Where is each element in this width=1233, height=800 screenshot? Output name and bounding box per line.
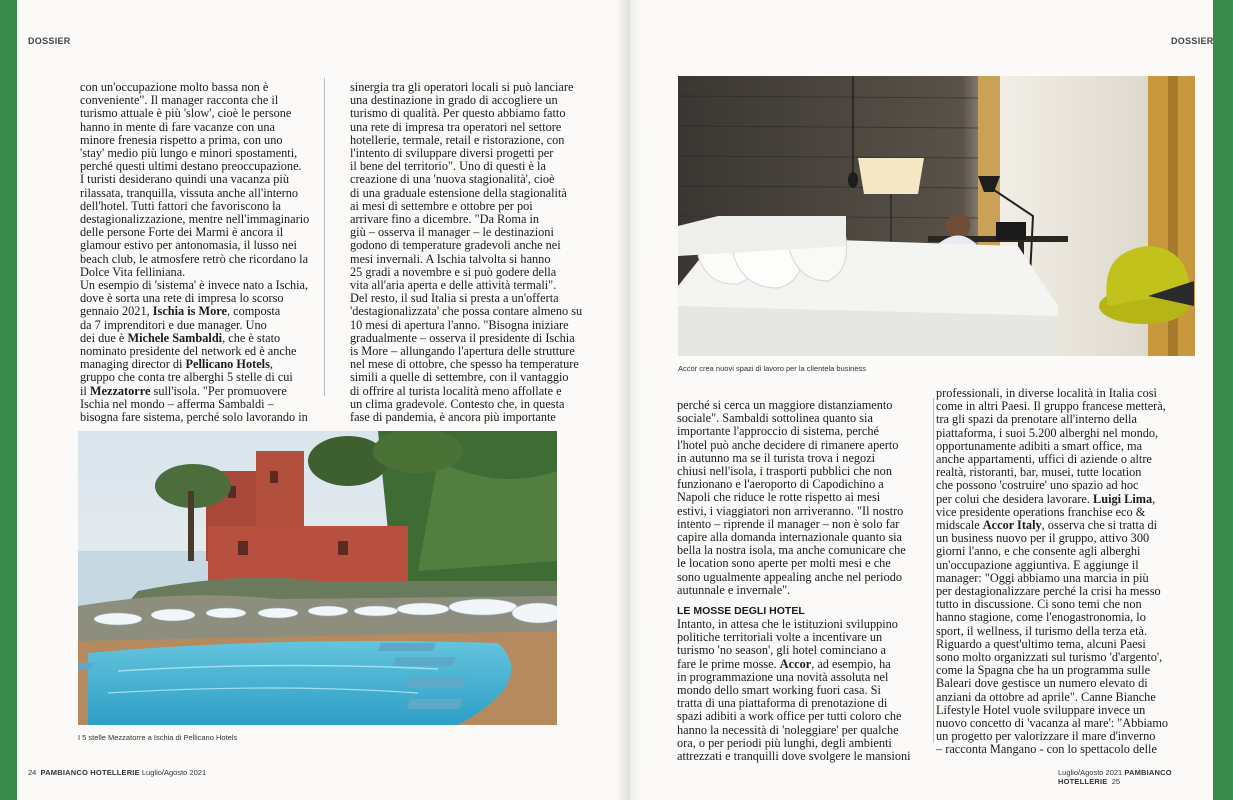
article-line: un clima gradevole. Contesto che, in questa: [350, 396, 565, 411]
bold-name: Accor: [779, 656, 812, 671]
article-line: tutto in discussione. Ci sono temi che non: [936, 597, 1142, 612]
article-line: piattaforma, i suoi 5.200 alberghi nel mondo,: [936, 425, 1159, 440]
article-line: Intanto, in attesa che le istituzioni sviluppino: [677, 617, 898, 632]
article-line: fare le prime mosse. Accor, ad esempio, ha: [677, 656, 891, 671]
article-line: spazi adibiti a work office per tutti coloro che: [677, 709, 902, 724]
article-line: estivi, i viaggiatori non arriveranno. "Il nostro: [677, 503, 904, 518]
magazine-spread: [17, 0, 1213, 800]
issue-date-right: Luglio/Agosto 2021: [1058, 768, 1123, 777]
article-line: da 7 imprenditori e due manager. Uno: [80, 317, 267, 332]
column-rule: [933, 398, 934, 743]
article-line: godono di temperature gradevoli anche nei: [350, 238, 561, 253]
article-line: hanno stagione, come l'enogastronomia, lo: [936, 610, 1146, 625]
article-line: autunnale e invernale".: [677, 582, 791, 597]
bold-name: Pellicano Hotels: [185, 357, 270, 372]
article-line: funzionano e l'aeroporto di Capodichino a: [677, 477, 884, 492]
article-line: perché si cerca un maggiore distanziamento: [677, 398, 893, 412]
article-line: attrezzati e tranquilli dove svolgere le mansioni: [677, 749, 911, 764]
article-line: tra gli spazi da prenotare all'interno della: [936, 412, 1137, 427]
photo-caption-room: Accor crea nuovi spazi di lavoro per la clientela business: [678, 364, 867, 373]
article-line: 'stay' medio più lungo e minori spostamenti,: [80, 146, 298, 161]
article-line: politiche territoriali volte a incentivare un: [677, 630, 883, 645]
subhead-le-mosse: LE MOSSE DEGLI HOTEL: [677, 605, 805, 618]
section-label-right: DOSSIER: [1171, 36, 1214, 46]
issue-date-left: Luglio/Agosto 2021: [141, 768, 207, 777]
article-line: per colui che desidera lavorare. Luigi Lima,: [936, 491, 1156, 506]
article-line: gennaio 2021, Ischia is More, composta: [80, 304, 281, 319]
article-line: Ischia nel mondo – afferma Sambaldi –: [80, 396, 274, 411]
article-line: midscale Accor Italy, osserva che si tratta di: [936, 518, 1158, 533]
article-line: turismo di qualità. Per questo abbiamo fatto: [350, 106, 566, 121]
article-line: hanno la necessità di 'noleggiare' per qualche: [677, 722, 899, 737]
magazine-name-right: PAMBIANCO HOTELLERIE: [1058, 768, 1172, 786]
article-line: di una graduale estensione della stagionalità: [350, 185, 567, 200]
article-line: come la Spagna che ha un programma sulle: [936, 663, 1151, 678]
article-line: sono ugualmente appealing anche nel periodo: [677, 569, 903, 584]
article-line: per destagionalizzare perché la crisi ha messo: [936, 584, 1161, 599]
article-line: manager: "Oggi abbiamo una marcia in più: [936, 570, 1149, 585]
article-line: nominato presidente del network ed è anche: [80, 344, 297, 359]
article-line: glamour estivo per antonomasia, il lusso nei: [80, 238, 297, 253]
article-line: hotellerie, termale, retail e ristorazione, con: [350, 132, 565, 147]
article-line: opportunamente adibiti a smart office, ma: [936, 438, 1143, 453]
article-line: sociale". Sambaldi sottolinea quanto sia: [677, 411, 873, 426]
article-line: realtà, ristoranti, bar, musei, tutte location: [936, 465, 1142, 480]
article-line: bisogna fare sistema, perché solo lavorando in: [80, 410, 308, 425]
article-line: bella la nostra isola, ma anche comunicare che: [677, 543, 906, 558]
article-line: il bene del territorio". Uno di questi è la: [350, 159, 546, 174]
footer-left: [28, 768, 206, 777]
photo-caption-pool: I 5 stelle Mezzatorre a Ischia di Pellicano Hotels: [78, 733, 238, 742]
article-line: Napoli che riduce le rotte rispetto ai mesi: [677, 490, 881, 505]
article-line: dell'hotel. Tutti fattori che favoriscono la: [80, 198, 281, 213]
article-line: sport, il wellness, il turismo della terza età.: [936, 623, 1148, 638]
article-line: rilassata, tranquilla, vissuta anche all'interno: [80, 185, 299, 200]
article-column-1: [80, 81, 325, 424]
article-line: che possono 'costruire' uno spazio ad hoc: [936, 478, 1139, 493]
article-line: Dolce Vita felliniana.: [80, 264, 186, 279]
article-line: 'destagionalizzata' che possa contare almeno su: [350, 304, 583, 319]
article-line: 25 gradi a novembre e si può godere della: [350, 264, 557, 279]
article-column-4: [936, 387, 1198, 757]
article-line: gradualmente – osserva il presidente di Ischia: [350, 330, 575, 345]
article-line: una rete di impresa tra operatori nel settore: [350, 119, 562, 134]
article-line: le location sono aperte per molti mesi e che: [677, 556, 891, 571]
section-label-left: DOSSIER: [28, 36, 71, 46]
article-line: l'intento di sviluppare diversi progetti per: [350, 146, 554, 161]
column-rule: [324, 78, 325, 396]
article-line: – racconta Mangano - con lo spettacolo delle: [936, 742, 1157, 757]
article-line: nuovo concetto di 'vacanza al mare': "Abbiamo: [936, 716, 1169, 731]
article-line: is More – allungando l'apertura delle strutture: [350, 344, 575, 359]
article-line: una destinazione in grado di accogliere un: [350, 93, 558, 108]
article-line: dove è sorta una rete di impresa lo scorso: [80, 291, 284, 306]
page-number-right: 25: [1111, 777, 1121, 786]
footer-right: [1058, 768, 1213, 786]
page-gutter: [617, 0, 643, 800]
column-3-bottom: [677, 618, 927, 763]
accor-room-photo: [678, 76, 1195, 356]
article-line: un business nuovo per il gruppo, attivo 300: [936, 531, 1150, 546]
article-line: giorni l'anno, e che consente agli alberghi: [936, 544, 1141, 559]
article-line: fase di pandemia, è ancora più importante: [350, 410, 556, 425]
article-line: intento – riprende il manager – non è solo far: [677, 516, 900, 531]
article-line: mesi invernali. A Ischia talvolta si hanno: [350, 251, 551, 266]
article-line: Un esempio di 'sistema' è invece nato a Ischia,: [80, 278, 309, 293]
article-line: in programmazione una novità assoluta nel: [677, 669, 889, 684]
article-line: I turisti desiderano quindi una vacanza più: [80, 172, 289, 187]
article-line: arrivare fino a dicembre. "Da Roma in: [350, 212, 540, 227]
article-line: simili a quelle di settembre, con il vantaggio: [350, 370, 569, 385]
article-line: come in altri Paesi. Il gruppo francese metterà,: [936, 399, 1166, 414]
bold-name: Luigi Lima: [1093, 491, 1153, 506]
article-line: tratta di una piattaforma di prenotazione di: [677, 696, 888, 711]
article-line: hanno in mente di fare vacanze con una: [80, 119, 275, 134]
column-3-top: [677, 399, 927, 597]
article-line: vita all'aria aperta e delle attività termali".: [350, 278, 557, 293]
magazine-name-left: PAMBIANCO HOTELLERIE: [40, 768, 140, 777]
article-line: di offrire al turista località meno affollate e: [350, 383, 562, 398]
article-line: turismo attuale è più 'slow', cioè le persone: [80, 106, 292, 121]
article-line: managing director di Pellicano Hotels,: [80, 357, 273, 372]
article-line: giù – osserva il manager – le destinazioni: [350, 225, 554, 240]
article-line: professionali, in diverse località in Italia così: [936, 386, 1157, 400]
article-line: Riguardo a quest'ultimo tema, alcuni Paesi: [936, 636, 1146, 651]
article-line: chiusi nell'isola, i trasporti pubblici che non: [677, 464, 892, 479]
article-line: destagionalizzazione, mentre nell'immaginario: [80, 212, 310, 227]
article-line: anziani da ottobre ad aprile". Canne Bianche: [936, 689, 1156, 704]
article-line: perché questi ultimi destano preoccupazione.: [80, 159, 302, 174]
article-line: Lifestyle Hotel vuole sviluppare invece un: [936, 702, 1146, 717]
page-number-left: 24: [28, 768, 37, 777]
bold-name: Mezzatorre: [89, 383, 151, 398]
article-line: conveniente". Il manager racconta che il: [80, 93, 279, 108]
hotel-pool-photo: [78, 431, 557, 725]
article-line: importante l'approccio di sistema, perché: [677, 424, 879, 439]
article-line: beach club, le atmosfere retrò che ricordano la: [80, 251, 309, 266]
article-line: gruppo che conta tre alberghi 5 stelle di cui: [80, 370, 293, 385]
article-line: Del resto, il sud Italia si presta a un'offerta: [350, 291, 559, 306]
article-column-2: [350, 81, 600, 424]
article-line: il Mezzatorre sull'isola. "Per promuovere: [80, 383, 287, 398]
article-line: 10 mesi di apertura l'anno. "Bisogna iniziare: [350, 317, 569, 332]
article-line: anche appartamenti, uffici di aziende o altre: [936, 452, 1152, 467]
article-line: delle persone Forte dei Marmi è ancora il: [80, 225, 284, 240]
article-line: ora, o per periodi più lunghi, degli ambienti: [677, 735, 892, 750]
article-line: un'occupazione aggiuntiva. E aggiunge il: [936, 557, 1139, 572]
article-line: ai mesi di settembre e ottobre per poi: [350, 198, 533, 213]
article-line: minore frenesia rispetto a prima, con uno: [80, 132, 283, 147]
article-line: mondo dello smart working fuori casa. Si: [677, 683, 881, 698]
article-line: nel mese di ottobre, che spesso ha temperature: [350, 357, 579, 372]
article-line: con un'occupazione molto bassa non è: [80, 80, 269, 94]
article-line: dei due è Michele Sambaldi, che è stato: [80, 330, 281, 345]
article-line: in autunno ma se il turista trova i negozi: [677, 450, 876, 465]
bold-name: Michele Sambaldi: [127, 330, 223, 345]
article-line: capire alla domanda internazionale quanto sia: [677, 530, 903, 545]
article-line: sinergia tra gli operatori locali si può lanciare: [350, 80, 574, 94]
article-line: un progetto per valorizzare il mare d'inverno: [936, 729, 1156, 744]
article-line: Baleari dove gestisce un numero elevato di: [936, 676, 1148, 691]
article-line: l'hotel può anche decidere di rimanere aperto: [677, 437, 899, 452]
article-line: sono molto organizzati sul turismo 'd'argento',: [936, 650, 1163, 665]
bold-name: Accor Italy: [982, 518, 1042, 533]
article-line: creazione di una 'nuova stagionalità', cioè: [350, 172, 555, 187]
bold-name: Ischia is More: [152, 304, 227, 319]
article-line: turismo 'no season', gli hotel cominciano a: [677, 643, 886, 658]
article-line: vice presidente operations franchise eco &: [936, 504, 1146, 519]
article-column-3: [677, 399, 927, 763]
